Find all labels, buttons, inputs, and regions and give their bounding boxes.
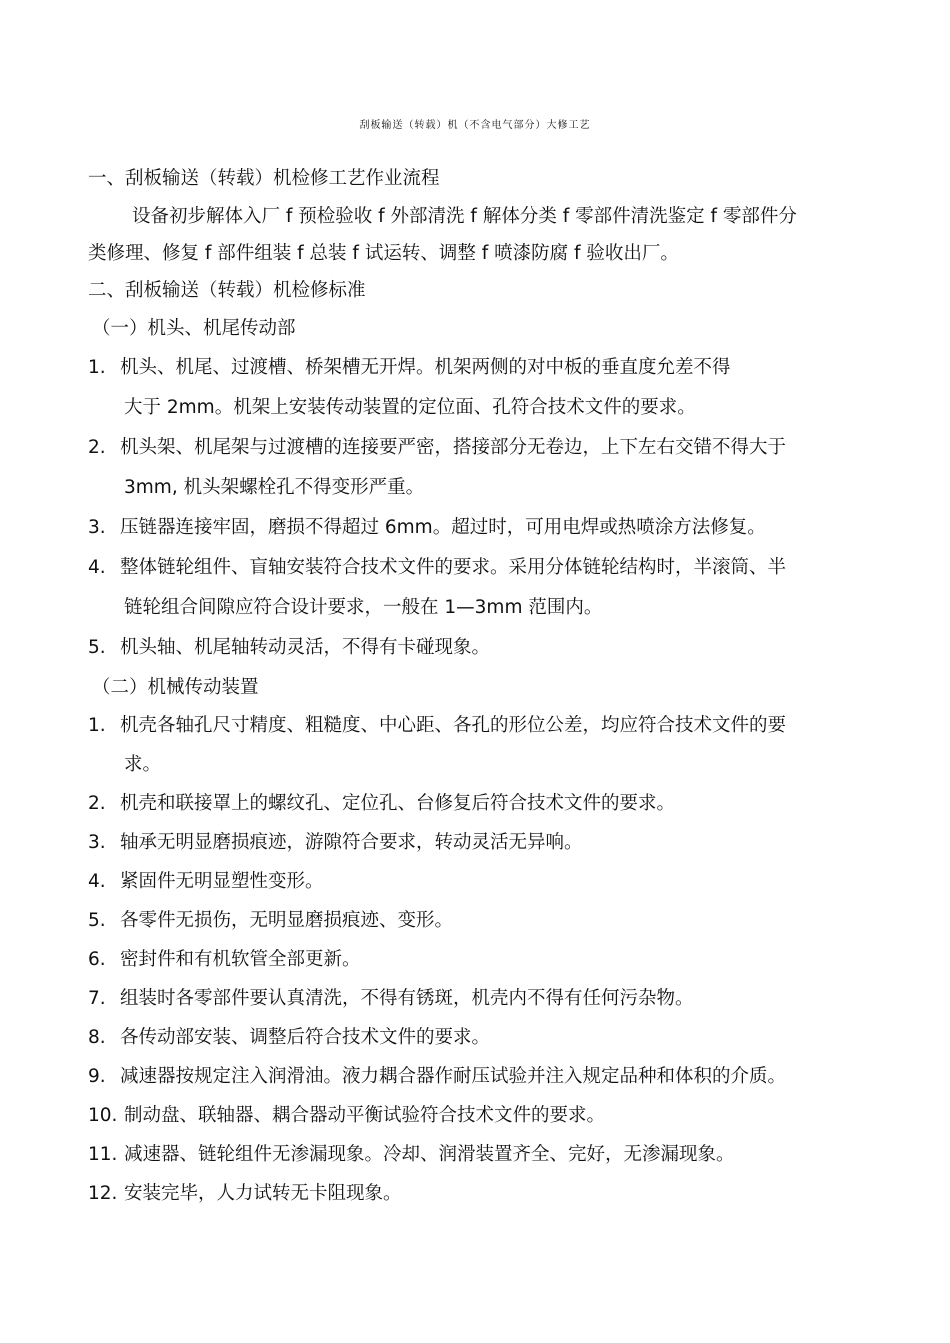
list-item-text: 制动盘、联轴器、耦合器动平衡试验符合技术文件的要求。 — [124, 1105, 606, 1126]
list-item-number: 5. — [88, 637, 106, 658]
process-flow-line-2: 类修理、修复 f 部件组装 f 总装 f 试运转、调整 f 喷漆防腐 f 验收出厂。 — [88, 243, 679, 264]
subsection-2-heading: （二）机械传动装置 — [92, 677, 259, 698]
section-1-heading: 一、刮板输送（转载）机检修工艺作业流程 — [88, 168, 440, 189]
list-item-text: 机头轴、机尾轴转动灵活，不得有卡碰现象。 — [120, 637, 491, 658]
document-title: 刮板输送（转载）机（不含电气部分）大修工艺 — [359, 120, 591, 131]
list-item-number: 6. — [88, 949, 106, 970]
list-item-text-continued: 3mm, 机头架螺栓孔不得变形严重。 — [124, 477, 425, 498]
list-item-number: 2. — [88, 793, 106, 814]
list-item-text: 机壳和联接罩上的螺纹孔、定位孔、台修复后符合技术文件的要求。 — [120, 793, 676, 814]
list-item-number: 1. — [88, 357, 106, 378]
list-item-text: 减速器、链轮组件无渗漏现象。冷却、润滑装置齐全、完好，无渗漏现象。 — [124, 1144, 735, 1165]
list-item-text-continued: 链轮组合间隙应符合设计要求，一般在 1—3mm 范围内。 — [124, 597, 603, 618]
list-item-text: 组装时各零部件要认真清洗，不得有锈斑，机壳内不得有任何污杂物。 — [120, 988, 694, 1009]
list-item-text: 机头、机尾、过渡槽、桥架槽无开焊。机架两侧的对中板的垂直度允差不得 — [120, 357, 731, 378]
list-item-text: 安装完毕，人力试转无卡阻现象。 — [124, 1183, 402, 1204]
list-item-number: 1. — [88, 715, 106, 736]
list-item-text: 各传动部安装、调整后符合技术文件的要求。 — [120, 1027, 491, 1048]
list-item-text: 整体链轮组件、盲轴安装符合技术文件的要求。采用分体链轮结构时，半滚筒、半 — [120, 557, 787, 578]
subsection-1-heading: （一）机头、机尾传动部 — [92, 318, 296, 339]
list-item-number: 3. — [88, 517, 106, 538]
list-item-text: 密封件和有机软管全部更新。 — [120, 949, 361, 970]
list-item-text: 轴承无明显磨损痕迹，游隙符合要求，转动灵活无异响。 — [120, 832, 583, 853]
list-item-text: 各零件无损伤，无明显磨损痕迹、变形。 — [120, 910, 454, 931]
list-item-number: 4. — [88, 871, 106, 892]
list-item-number: 5. — [88, 910, 106, 931]
section-2-heading: 二、刮板输送（转载）机检修标准 — [88, 280, 366, 301]
list-item-number: 12. — [88, 1183, 118, 1204]
list-item-number: 8. — [88, 1027, 106, 1048]
list-item-text: 压链器连接牢固，磨损不得超过 6mm。超过时，可用电焊或热喷涂方法修复。 — [120, 517, 766, 538]
list-item-text: 减速器按规定注入润滑油。液力耦合器作耐压试验并注入规定品种和体积的介质。 — [120, 1066, 787, 1087]
list-item-text: 机头架、机尾架与过渡槽的连接要严密，搭接部分无卷边，上下左右交错不得大于 — [120, 437, 787, 458]
process-flow-line-1: 设备初步解体入厂 f 预检验收 f 外部清洗 f 解体分类 f 零部件清洗鉴定 f 零部件分 — [132, 206, 797, 227]
list-item-number: 9. — [88, 1066, 106, 1087]
list-item-number: 10. — [88, 1105, 118, 1126]
list-item-text: 机壳各轴孔尺寸精度、粗糙度、中心距、各孔的形位公差，均应符合技术文件的要 — [120, 715, 787, 736]
list-item-number: 2. — [88, 437, 106, 458]
list-item-number: 3. — [88, 832, 106, 853]
list-item-text-continued: 大于 2mm。机架上安装传动装置的定位面、孔符合技术文件的要求。 — [124, 397, 696, 418]
list-item-text-continued: 求。 — [124, 754, 162, 775]
list-item-number: 11. — [88, 1144, 118, 1165]
list-item-number: 7. — [88, 988, 106, 1009]
list-item-text: 紧固件无明显塑性变形。 — [120, 871, 324, 892]
list-item-number: 4. — [88, 557, 106, 578]
